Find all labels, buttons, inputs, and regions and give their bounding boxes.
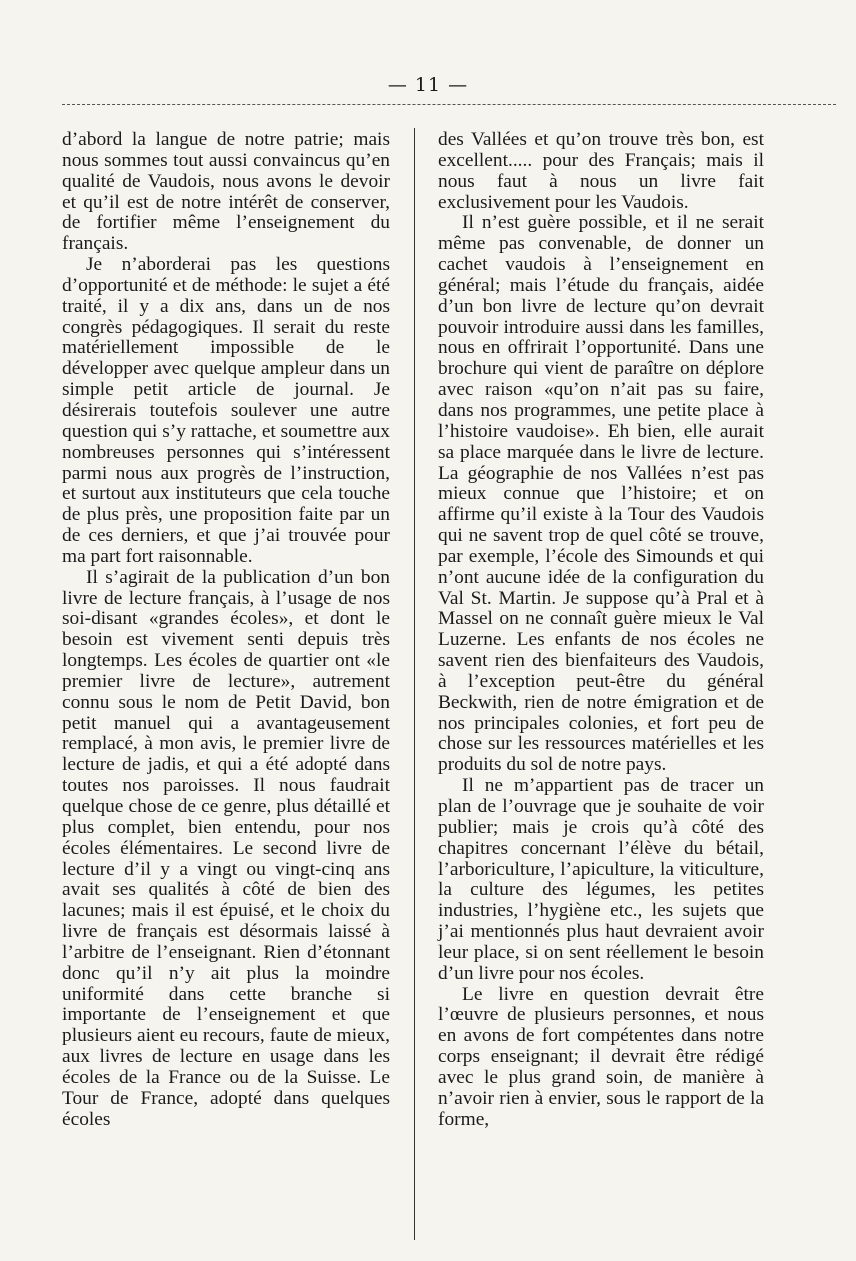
paragraph: Le livre en question devrait être l’œuvre de plusieurs personnes, et nous en avons de fort compétentes dans notre corps enseignant; il devrait être rédigé avec le plus grand soin, de manière à n’avoir rien à envier, sous le rapport de la forme,	[438, 983, 764, 1130]
paragraph: Je n’aborderai pas les questions d’opportunité et de méthode: le sujet a été traité, il y a dix ans, dans un de nos congrès pédagogiques. Il serait du reste matériellement impossible de le développer avec quelque ampleur dans un simple petit article de journal. Je désirerais toutefois soulever une autre question qui s’y rattache, et soumettre aux nombreuses personnes qui s’intéressent parmi nous aux progrès de l’instruction, et surtout aux instituteurs que cela touche de plus près, une proposition faite par un de ces derniers, et que j’ai trouvée pour ma part fort raisonnable.	[62, 254, 390, 567]
paragraph: Il s’agirait de la publication d’un bon livre de lecture français, à l’usage de nos soi-disant «grandes écoles», et dont le besoin est vivement senti depuis très longtemps. Les écoles de quartier ont «le premier livre de lecture», autrement connu sous le nom de Petit David, bon petit manuel qui a avantageusement remplacé, à mon avis, le premier livre de lecture de jadis, et qui a été adopté dans toutes nos paroisses. Il nous faudrait quelque chose de ce genre, plus détaillé et plus complet, bien entendu, pour nos écoles élémentaires. Le second livre de lecture d’il y a vingt ou vingt-cinq ans avait ses qualités à côté de bien des lacunes; mais il est épuisé, et le choix du livre de français est désormais laissé à l’arbitre de l’enseignant. Rien d’étonnant donc qu’il n’y ait plus la moindre uniformité dans cette branche si importante de l’enseignement et que plusieurs aient eu recours, faute de mieux, aux livres de lecture en usage dans les écoles de la France ou de la Suisse. Le Tour de France, adopté dans quelques écoles	[62, 566, 390, 1130]
page-number: — 11 —	[387, 74, 469, 96]
paragraph: Il ne m’appartient pas de tracer un plan de l’ouvrage que je souhaite de voir publier; mais je crois qu’à côté des chapitres concernant l’élève du bétail, l’arboriculture, l’apiculture, la viticulture, la culture des légumes, les petites industries, l’hygiène etc., les sujets que j’ai mentionnés plus haut devraient avoir leur place, si on sent réellement le besoin d’un livre pour nos écoles.	[438, 775, 764, 984]
paragraph: d’abord la langue de notre patrie; mais nous sommes tout aussi convaincus qu’en qualité de Vaudois, nous avons le devoir et qu’il est de notre intérêt de conserver, de fortifier même l’enseignement du français.	[62, 129, 390, 255]
left-column	[62, 130, 390, 1131]
column-divider	[414, 128, 415, 1240]
header-rule	[62, 104, 836, 105]
paragraph: Il n’est guère possible, et il ne serait même pas convenable, de donner un cachet vaudois à l’enseignement en général; mais l’étude du français, aidée d’un bon livre de lecture qu’on devrait pouvoir introduire aussi dans les familles, nous en offrirait l’opportunité. Dans une brochure qui vient de paraître on déplore avec raison «qu’on n’ait pas su faire, dans nos programmes, une petite place à l’histoire vaudoise». Eh bien, elle aurait sa place marquée dans le livre de lecture. La géographie de nos Vallées n’est pas mieux connue que l’histoire; et on affirme qu’il existe à la Tour des Vaudois qui ne savent trop de quel côté se trouve, par exemple, l’école des Simounds et qui n’ont aucune idée de la configuration du Val St. Martin. Je suppose qu’à Pral et à Massel on ne connaît guère mieux le Val Luzerne. Les enfants de nos écoles ne savent rien des bienfaiteurs des Vaudois, à l’exception peut-être du général Beckwith, rien de notre émigration et de nos principales colonies, et fort peu de chose sur les ressources matérielles et les produits du sol de notre pays.	[438, 212, 764, 776]
right-column	[438, 130, 764, 1131]
paragraph: des Vallées et qu’on trouve très bon, est excellent..... pour des Français; mais il nous faut à nous un livre fait exclusivement pour les Vaudois.	[438, 129, 764, 213]
